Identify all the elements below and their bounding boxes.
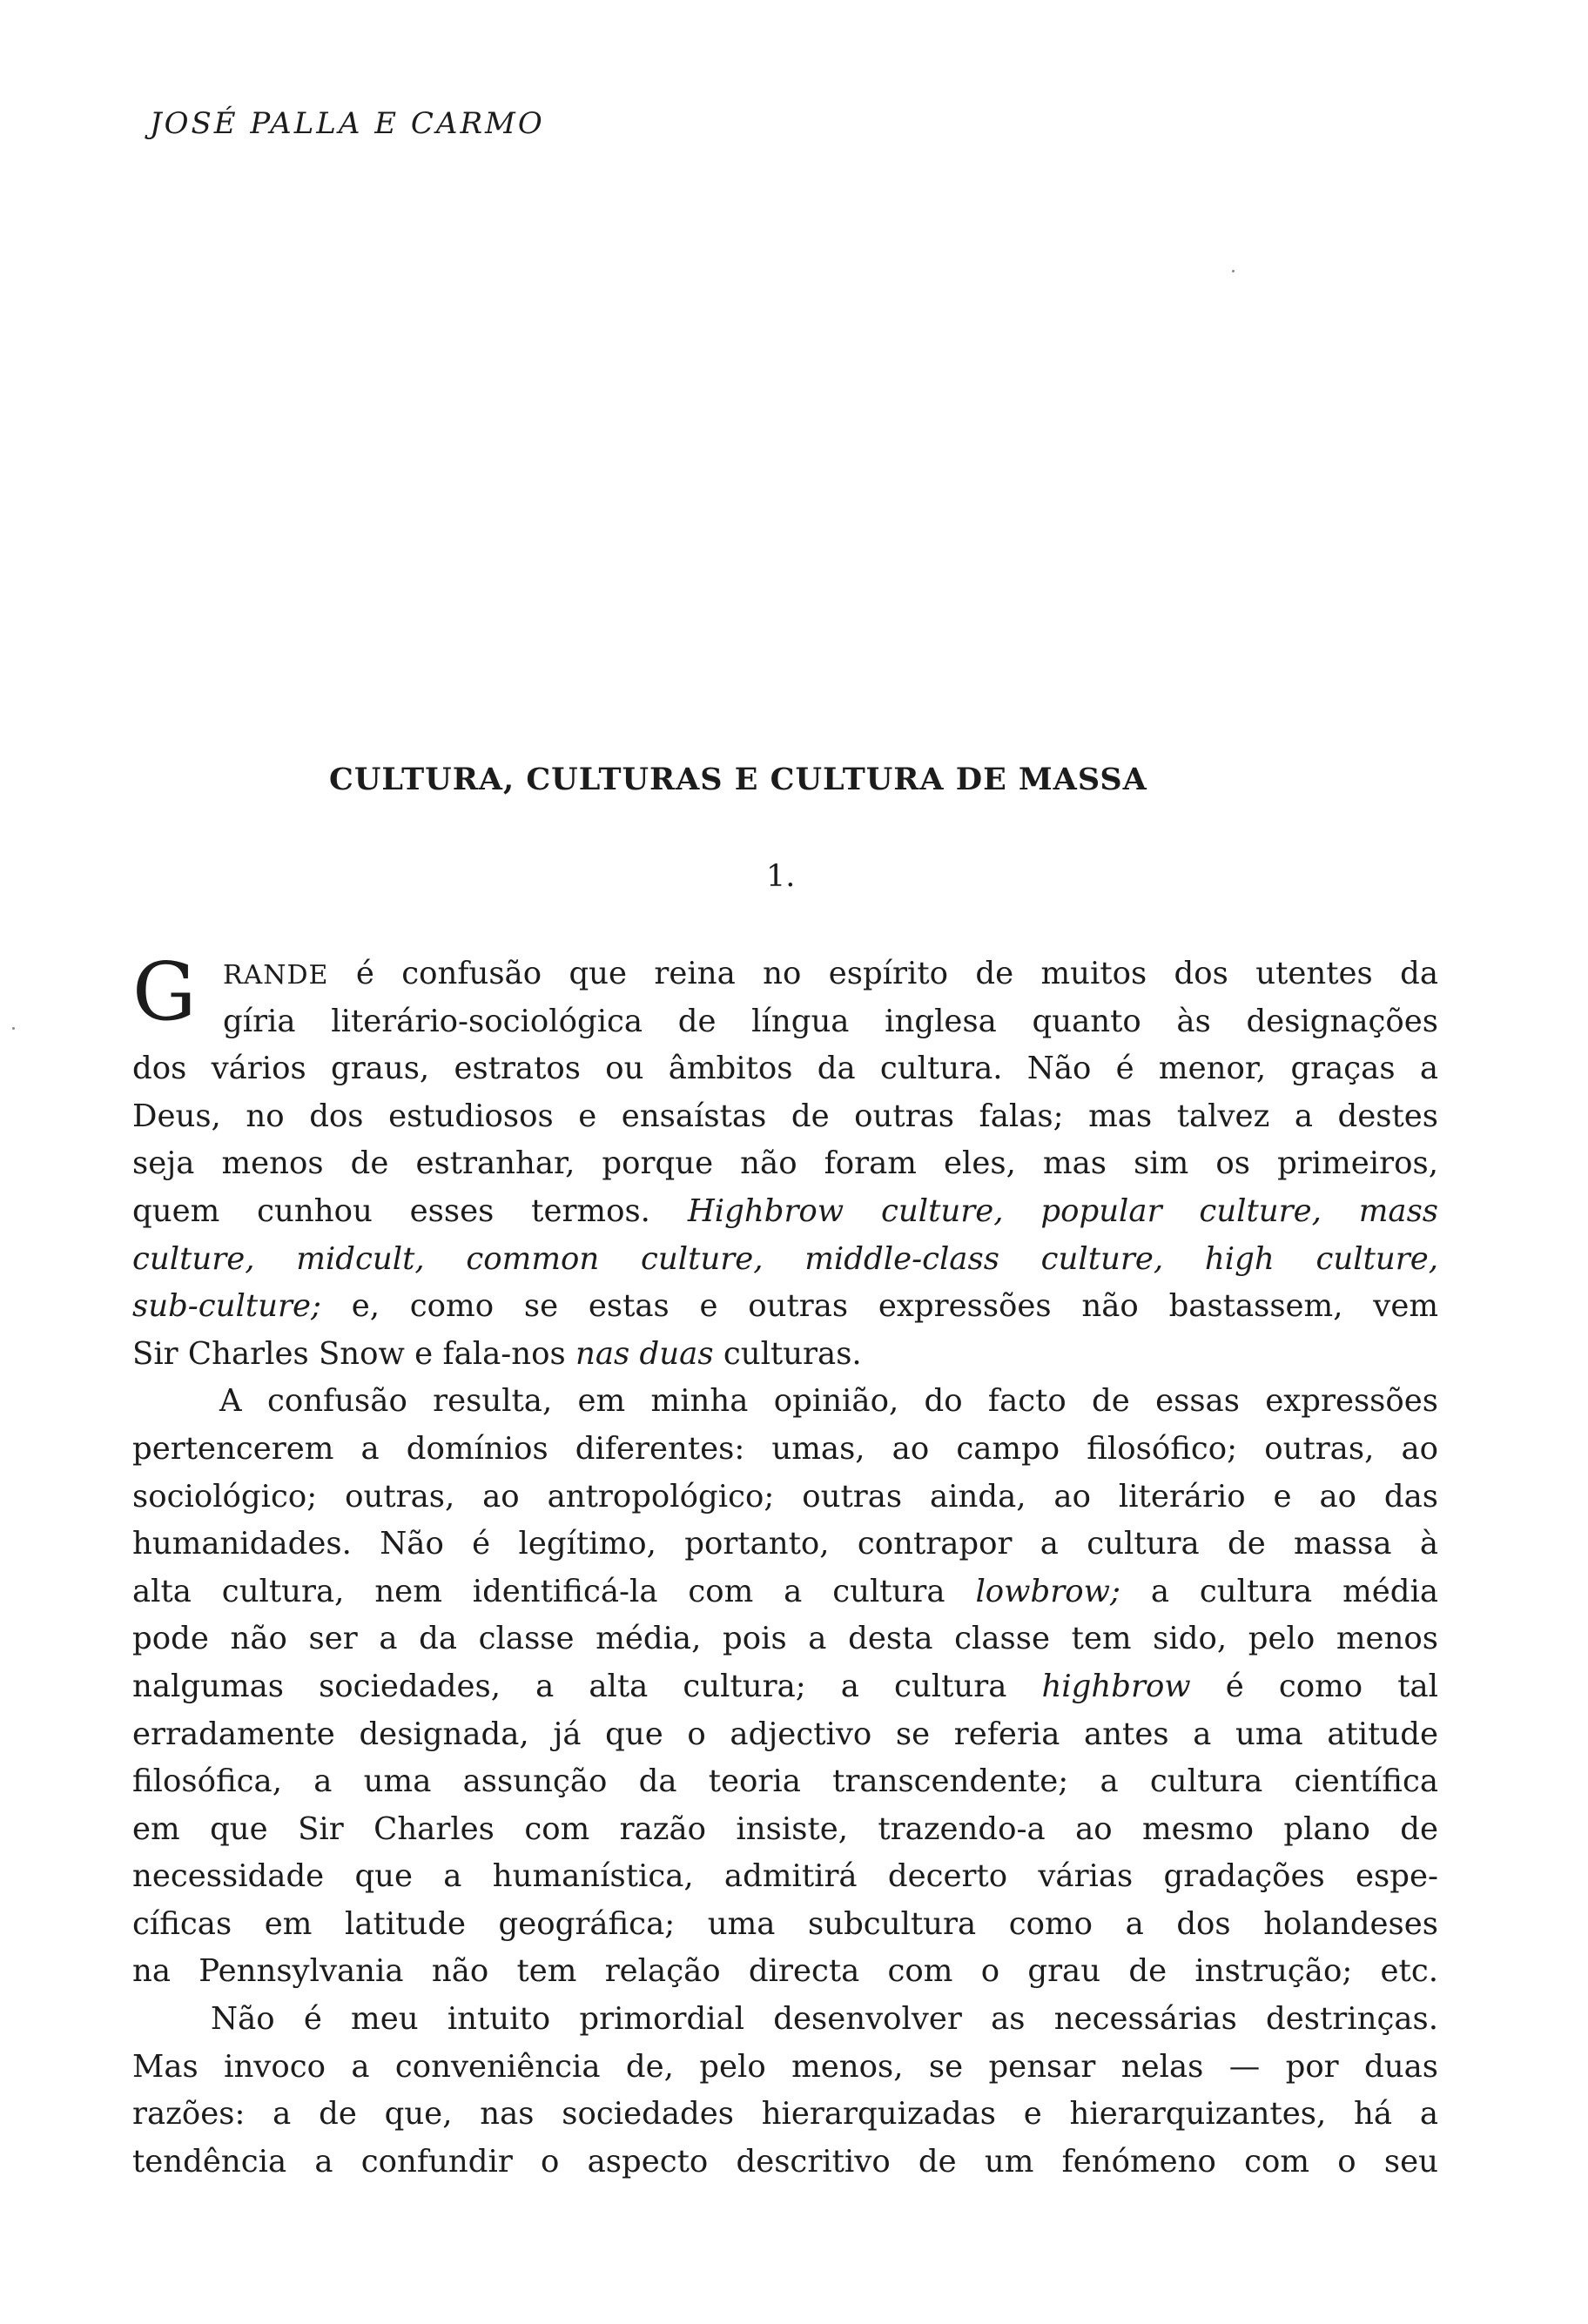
text-line: sub-culture; e, como se estas e outras expressões não bastassem, vem [132, 1288, 1438, 1325]
running-header-author: JOSÉ PALLA E CARMO [150, 106, 545, 141]
text-line: tendência a confundir o aspecto descritivo de um fenómeno com o seu [132, 2143, 1438, 2180]
text-line: A confusão resulta, em minha opinião, do facto de essas expressões [219, 1383, 1438, 1420]
text-line: seja menos de estranhar, porque não foram eles, mas sim os primeiros, [132, 1145, 1438, 1182]
text-line: quem cunhou esses termos. Highbrow culture, popular culture, mass [132, 1192, 1439, 1229]
text-line: necessidade que a humanística, admitirá decerto várias gradações espe- [132, 1858, 1438, 1895]
italic-term: Highbrow culture, popular culture, mass [687, 1192, 1439, 1229]
paragraph [132, 1378, 1438, 1996]
italic-term: nas duas [575, 1335, 714, 1372]
text-line: Sir Charles Snow e fala-nos nas duas culturas. [132, 1335, 862, 1372]
italic-term: sub-culture; [132, 1288, 321, 1325]
text-line: Deus, no dos estudiosos e ensaístas de outras falas; mas talvez a destes [132, 1098, 1438, 1134]
text-line: culture, midcult, common culture, middle-class culture, high culture, [132, 1240, 1438, 1277]
section-number: 1. [766, 859, 796, 894]
text-line: Mas invoco a conveniência de, pelo menos, se pensar nelas — por duas [132, 2048, 1438, 2085]
text-line: sociológico; outras, ao antropológico; outras ainda, ao literário e ao das [132, 1478, 1438, 1515]
small-caps-opening: RANDE [223, 960, 329, 991]
scan-speck [1232, 270, 1235, 272]
article-body [132, 945, 1439, 2186]
paragraph [132, 1996, 1438, 2186]
text-line: em que Sir Charles com razão insiste, trazendo-a ao mesmo plano de [132, 1810, 1438, 1847]
text-line: razões: a de que, nas sociedades hierarquizadas e hierarquizantes, há a [132, 2096, 1438, 2133]
text-line: na Pennsylvania não tem relação directa com o grau de instrução; etc. [132, 1953, 1438, 1990]
text-line: gíria literário-sociológica de língua inglesa quanto às designações [223, 1003, 1438, 1039]
article-title: CULTURA, CULTURAS E CULTURA DE MASSA [329, 762, 1147, 797]
text-line: dos vários graus, estratos ou âmbitos da cultura. Não é menor, graças a [132, 1051, 1438, 1087]
drop-cap: G [132, 945, 197, 1038]
text-line: pode não ser a da classe média, pois a desta classe tem sido, pelo menos [132, 1621, 1438, 1657]
text-line: Não é meu intuito primordial desenvolver as necessárias destrinças. [211, 2001, 1438, 2038]
text-line: alta cultura, nem identificá-la com a cultura lowbrow; a cultura média [132, 1573, 1438, 1609]
italic-term: highbrow [1041, 1668, 1191, 1704]
text-line: erradamente designada, já que o adjectivo se referia antes a uma atitude [132, 1716, 1438, 1752]
text-line: humanidades. Não é legítimo, portanto, contrapor a cultura de massa à [132, 1526, 1438, 1562]
paragraph [132, 945, 1439, 1378]
italic-term: lowbrow; [975, 1573, 1120, 1609]
text-line: cíficas em latitude geográfica; uma subcultura como a dos holandeses [132, 1905, 1438, 1942]
scan-speck [12, 1027, 15, 1030]
text-line: pertencerem a domínios diferentes: umas, ao campo filosófico; outras, ao [132, 1430, 1438, 1467]
text-line: filosófica, a uma assunção da teoria transcendente; a cultura científica [132, 1763, 1438, 1800]
text-line: RANDE é confusão que reina no espírito de muitos dos utentes da [223, 956, 1438, 991]
text-line: nalgumas sociedades, a alta cultura; a cultura highbrow é como tal [132, 1668, 1438, 1704]
